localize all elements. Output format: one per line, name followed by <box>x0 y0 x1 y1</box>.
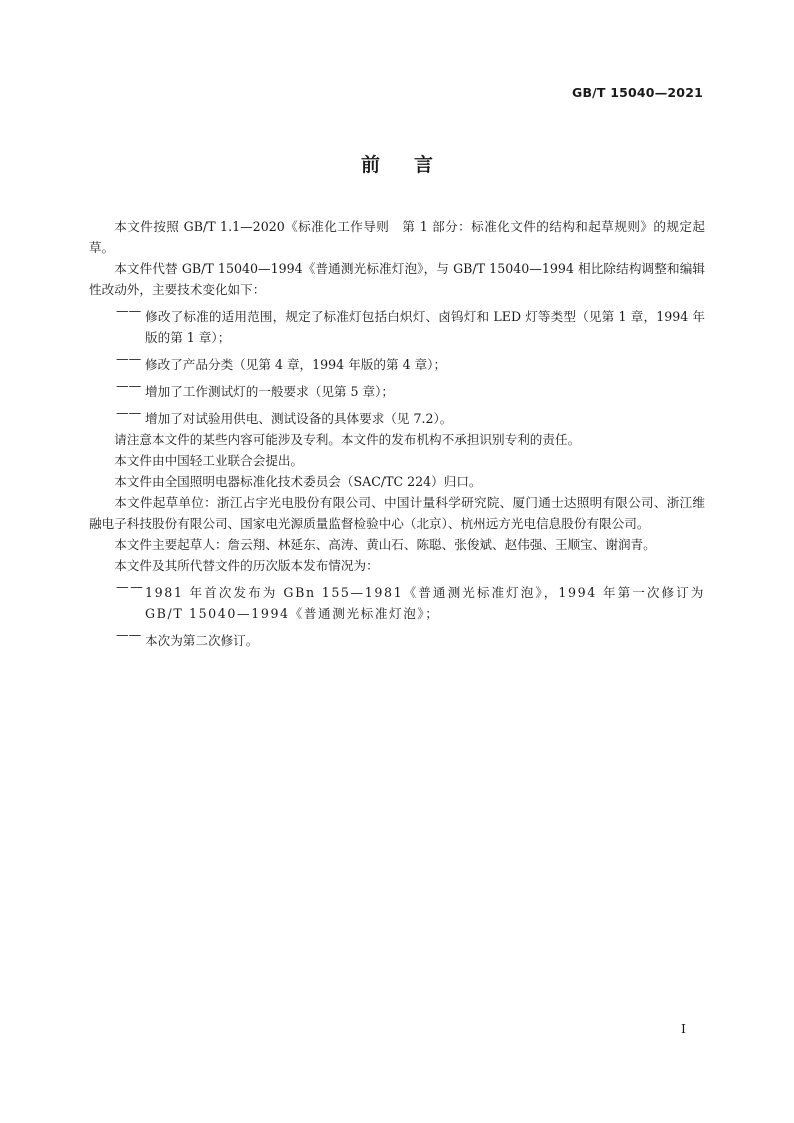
page-number: I <box>681 1021 686 1036</box>
paragraph-drafting-rules: 本文件按照 GB/T 1.1—2020《标准化工作导则 第 1 部分：标准化文件的结构和起草规则》的规定起草。 <box>89 219 705 255</box>
history-text: 1981 年首次发布为 GBn 155—1981《普通测光标准灯泡》，1994 年第一次修订为 GB/T 15040—1994《普通测光标准灯泡》； <box>145 585 705 621</box>
paragraph-administrator: 本文件由全国照明电器标准化技术委员会（SAC/TC 224）归口。 <box>114 474 482 489</box>
paragraph-drafters: 本文件主要起草人：詹云翔、林延东、高涛、黄山石、陈聪、张俊斌、赵伟强、王顺宝、谢润青。 <box>114 537 656 552</box>
dash-mark: —— <box>116 627 142 642</box>
change-text: 增加了对试验用供电、测试设备的具体要求（见 7.2）。 <box>145 411 453 426</box>
change-text: 修改了产品分类（见第 4 章，1994 年版的第 4 章）； <box>145 357 447 372</box>
paragraph-patent-notice: 请注意本文件的某些内容可能涉及专利。本文件的发布机构不承担识别专利的责任。 <box>114 432 581 447</box>
list-item-change-3 <box>89 375 705 402</box>
standard-code: GB/T 15040—2021 <box>571 85 703 100</box>
change-text: 修改了标准的适用范围，规定了标准灯包括白炽灯、卤钨灯和 LED 灯等类型（见第 1 章，1994 年版的第 1 章）； <box>145 309 705 345</box>
dash-mark: —— <box>116 378 142 393</box>
list-item-history-1 <box>89 576 705 624</box>
change-text: 增加了工作测试灯的一般要求（见第 5 章）； <box>145 384 395 399</box>
list-item-change-2 <box>89 348 705 375</box>
paragraph-replacement: 本文件代替 GB/T 15040—1994《普通测光标准灯泡》，与 GB/T 15040—1994 相比除结构调整和编辑性改动外，主要技术变化如下： <box>89 261 705 297</box>
paragraph-drafting-units: 本文件起草单位：浙江占宇光电股份有限公司、中国计量科学研究院、厦门通士达照明有限公司、浙江维融电子科技股份有限公司、国家电光源质量监督检验中心（北京）、杭州远方光电信息股份有限公司。 <box>89 495 705 531</box>
dash-mark: —— <box>116 579 145 594</box>
list-item-change-1 <box>89 300 705 348</box>
history-text: 本次为第二次修订。 <box>145 633 259 648</box>
foreword-body <box>89 216 705 651</box>
dash-mark: —— <box>116 351 142 366</box>
list-item-change-4 <box>89 402 705 429</box>
page-title: 前言 <box>360 154 467 176</box>
paragraph-proposer: 本文件由中国轻工业联合会提出。 <box>114 453 304 468</box>
paragraph-history-intro: 本文件及其所代替文件的历次版本发布情况为： <box>114 558 379 573</box>
list-item-history-2 <box>89 624 705 651</box>
dash-mark: —— <box>116 303 142 318</box>
dash-mark: —— <box>116 405 142 420</box>
